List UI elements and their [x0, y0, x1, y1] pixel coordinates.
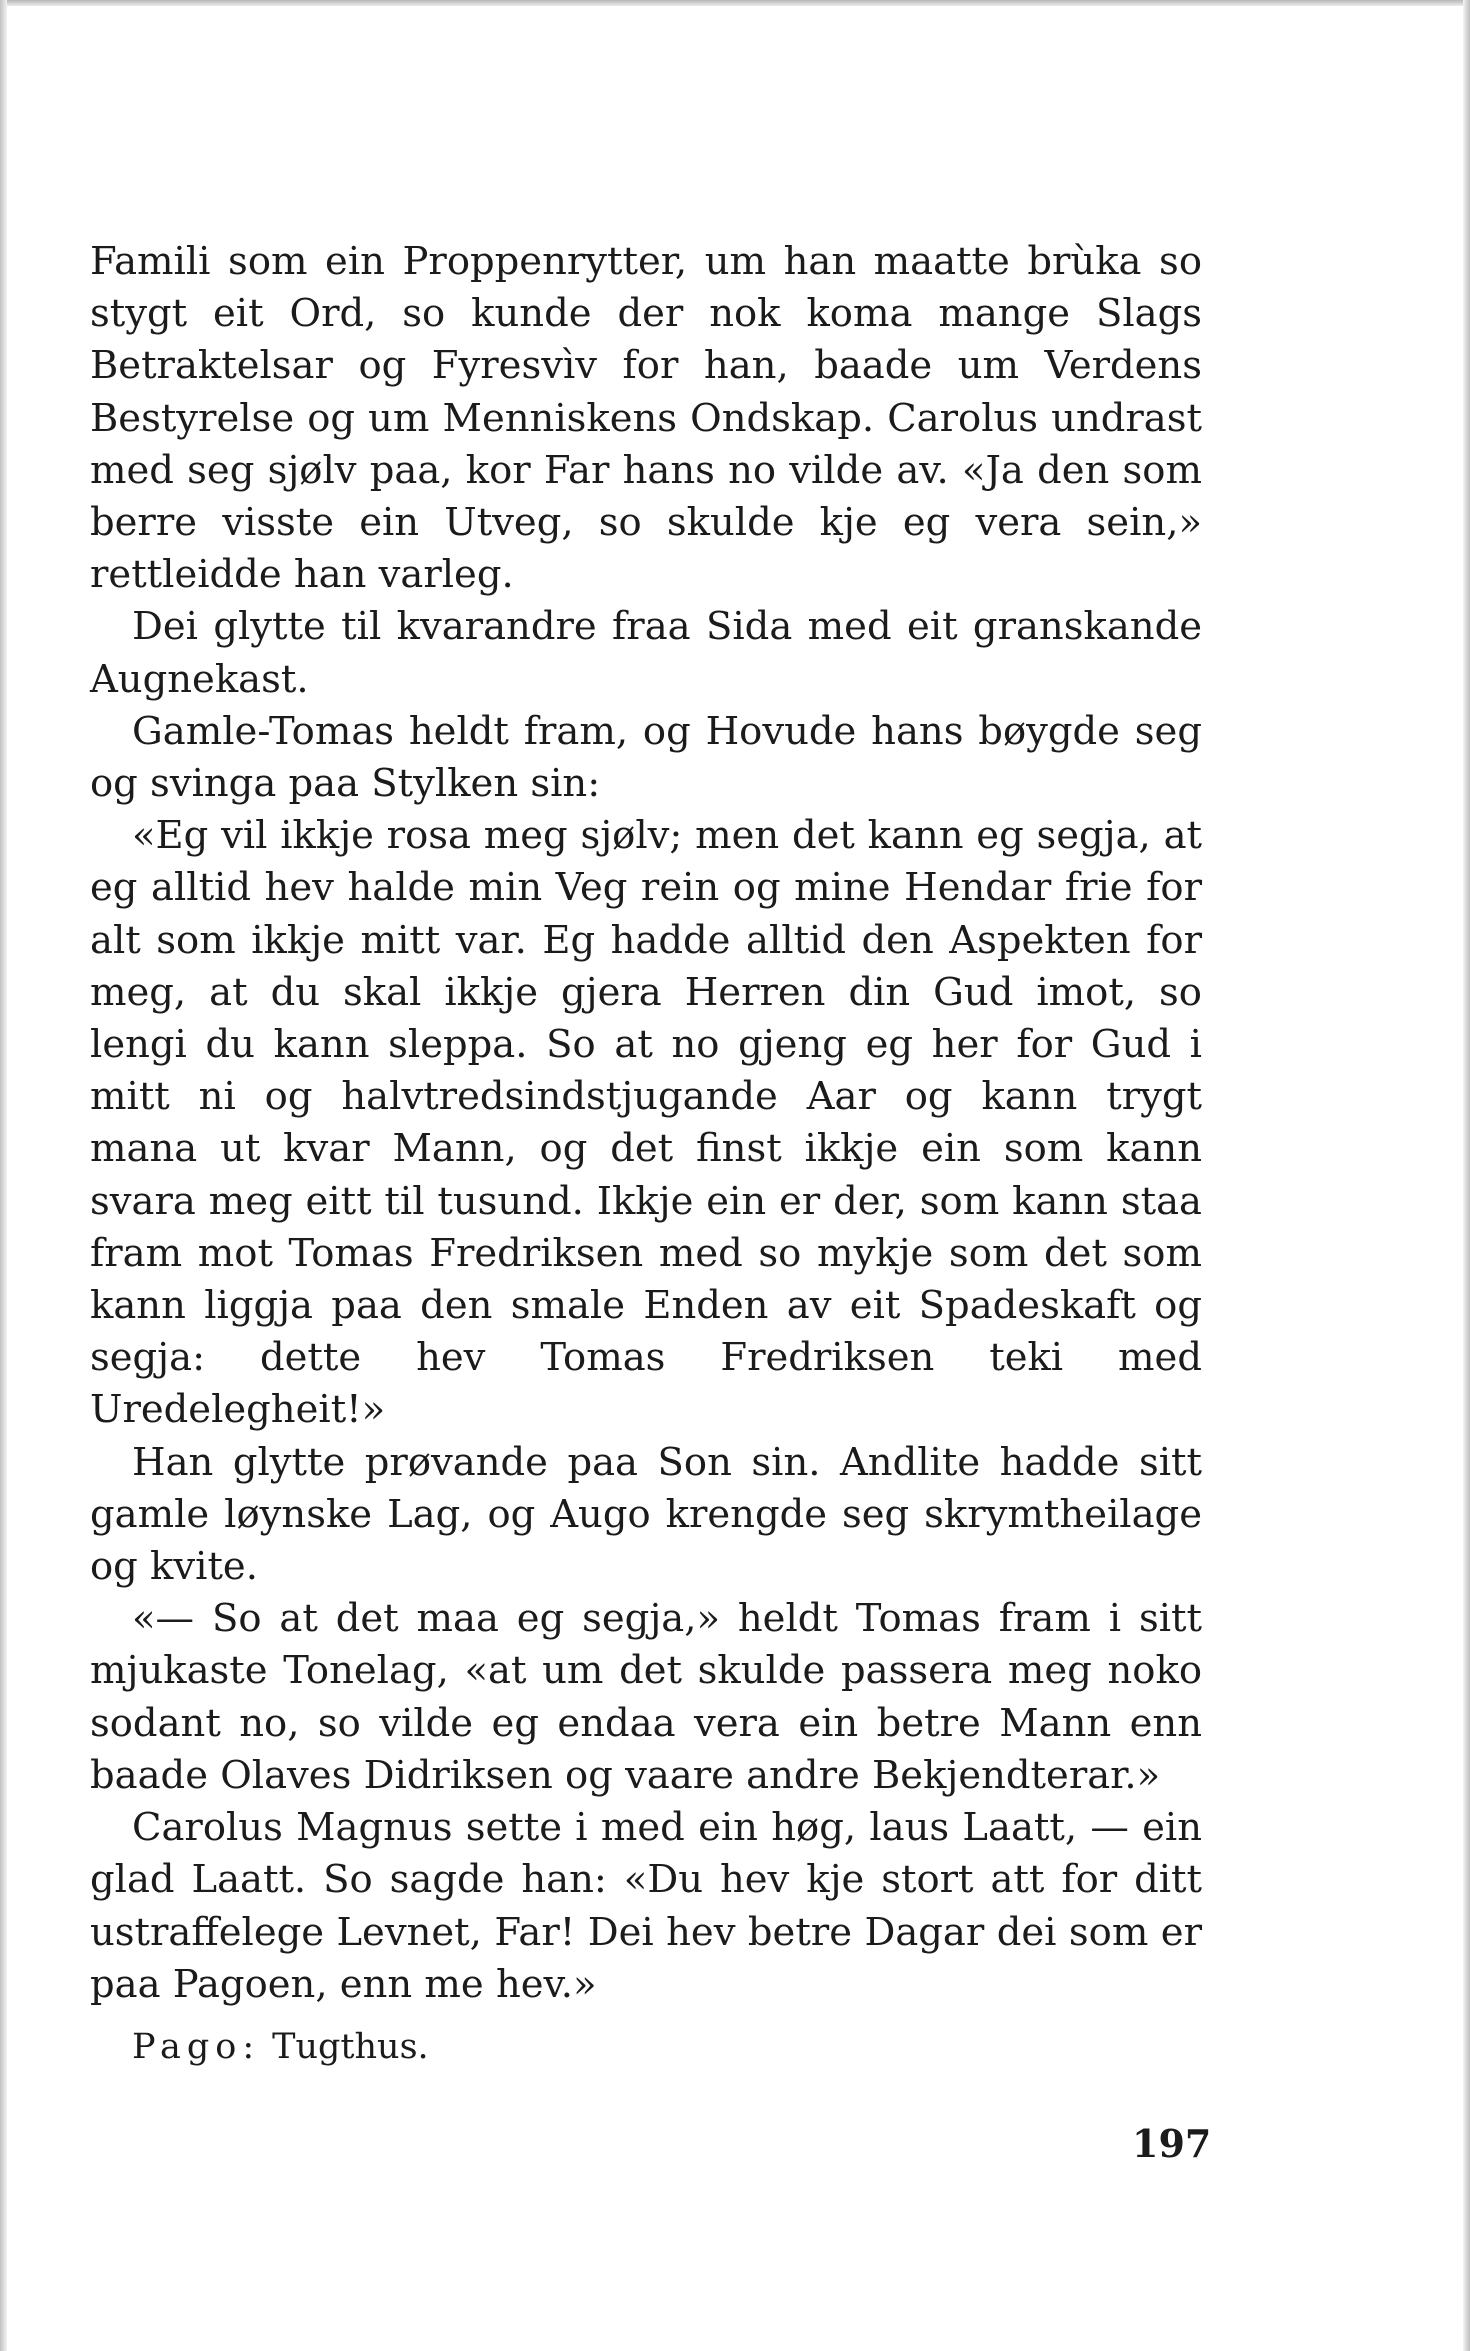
scan-top-edge [0, 0, 1470, 6]
footnote [132, 2021, 429, 2073]
paragraph-continued: Famili som ein Proppenrytter, um han maatte brùka so stygt eit Ord, so kunde der nok koma mange Slags Betraktelsar og Fyresvìv for han, baade um Verdens Bestyrelse og um Menniskens Ondskap. Carolus undrast med seg sjølv paa, kor Far hans no vilde av. «Ja den som berre visste ein Utveg, so skulde kje eg vera sein,» rettleidde han varleg. [90, 239, 1202, 598]
paragraph: Dei glytte til kvarandre fraa Sida med eit granskande Augnekast. [90, 604, 1202, 702]
paragraph: Han glytte prøvande paa Son sin. Andlite hadde sitt gamle løynske Lag, og Augo krengde seg skrymtheilage og kvite. [90, 1439, 1202, 1590]
paragraph: Gamle-Tomas heldt fram, og Hovude hans bøygde seg og svinga paa Stylken sin: [90, 708, 1202, 807]
footnote-term: Pago: [132, 2027, 261, 2067]
scan-right-edge [1463, 0, 1470, 2351]
scan-left-edge [0, 0, 7, 2351]
page-number: 197 [1132, 2121, 1212, 2166]
footnote-definition: Tugthus. [272, 2027, 429, 2067]
paragraph-quote: «Eg vil ikkje rosa meg sjølv; men det kann eg segja, at eg alltid hev halde min Veg rein og mine Hendar frie for alt som ikkje mitt var. Eg hadde alltid den Aspekten for meg, at du skal ikkje gjera Herren din Gud imot, so lengi du kann sleppa. So at no gjeng eg her for Gud i mitt ni og halvtredsindstjugande Aar og kann trygt mana ut kvar Mann, og det finst ikkje ein som kann svara meg eitt til tusund. Ikkje ein er der, som kann staa fram mot Tomas Fredriksen med so mykje som det som kann liggja paa den smale Enden av eit Spadeskaft og segja: dette hev Tomas Fredriksen teki med Uredelegheit!» [90, 813, 1202, 1433]
paragraph: Carolus Magnus sette i med ein høg, laus Laatt, — ein glad Laatt. So sagde han: «Du hev kje stort att for ditt ustraffelege Levnet, Far! Dei hev betre Dagar dei som er paa Pagoen, enn me hev.» [90, 1805, 1202, 2007]
paragraph-quote: «— So at det maa eg segja,» heldt Tomas fram i sitt mjukaste Tonelag, «at um det skulde passera meg noko sodant no, so vilde eg endaa vera ein betre Mann enn baade Olaves Didriksen og vaare andre Bekjendterar.» [90, 1596, 1202, 1798]
body-text [90, 236, 1202, 2011]
